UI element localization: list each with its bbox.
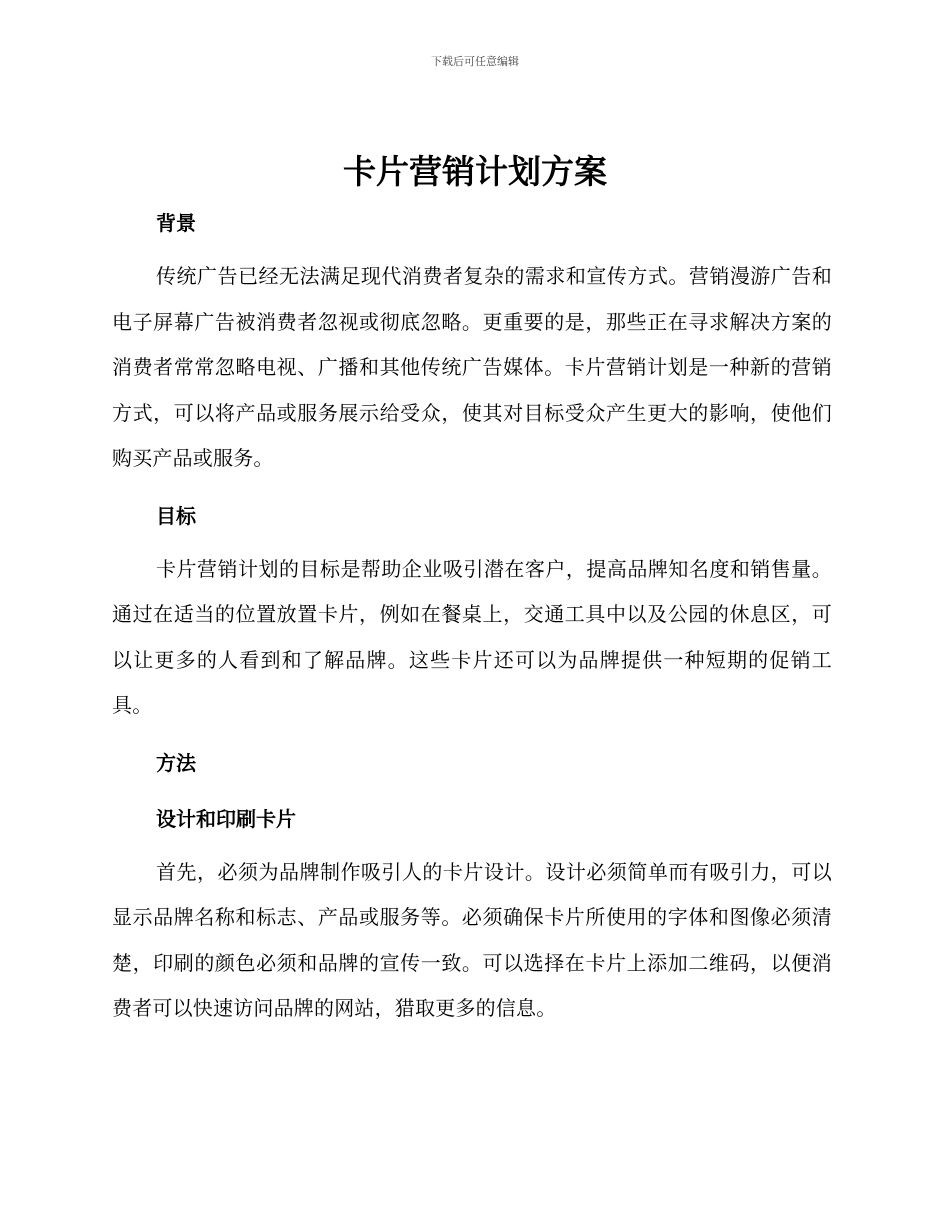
- document-title: 卡片营销计划方案: [343, 152, 607, 191]
- paragraph-design: 首先，必须为品牌制作吸引人的卡片设计。设计必须简单而有吸引力，可以显示品牌名称和标志、产品或服务等。必须确保卡片所使用的字体和图像必须清楚，印刷的颜色必须和品牌的宣传一致。可以选择在卡片上添加二维码，以便消费者可以快速访问品牌的网站，猎取更多的信息。: [112, 859, 832, 1020]
- paragraph-background: 传统广告已经无法满足现代消费者复杂的需求和宣传方式。营销漫游广告和电子屏幕广告被消费者忽视或彻底忽略。更重要的是，那些正在寻求解决方案的消费者常常忽略电视、广播和其他传统广告媒体。卡片营销计划是一种新的营销方式，可以将产品或服务展示给受众，使其对目标受众产生更大的影响，使他们购买产品或服务。: [112, 264, 832, 470]
- section-heading-background: 背景: [156, 211, 196, 235]
- section-heading-design: 设计和印刷卡片: [156, 806, 296, 831]
- document-body: [112, 201, 832, 1032]
- header-note: 下载后可任意编辑: [431, 55, 519, 68]
- section-heading-method: 方法: [156, 750, 196, 775]
- section-heading-goal: 目标: [156, 503, 196, 528]
- paragraph-goal: 卡片营销计划的目标是帮助企业吸引潜在客户，提高品牌知名度和销售量。通过在适当的位置放置卡片，例如在餐桌上，交通工具中以及公园的休息区，可以让更多的人看到和了解品牌。这些卡片还可以为品牌提供一种短期的促销工具。: [112, 556, 832, 717]
